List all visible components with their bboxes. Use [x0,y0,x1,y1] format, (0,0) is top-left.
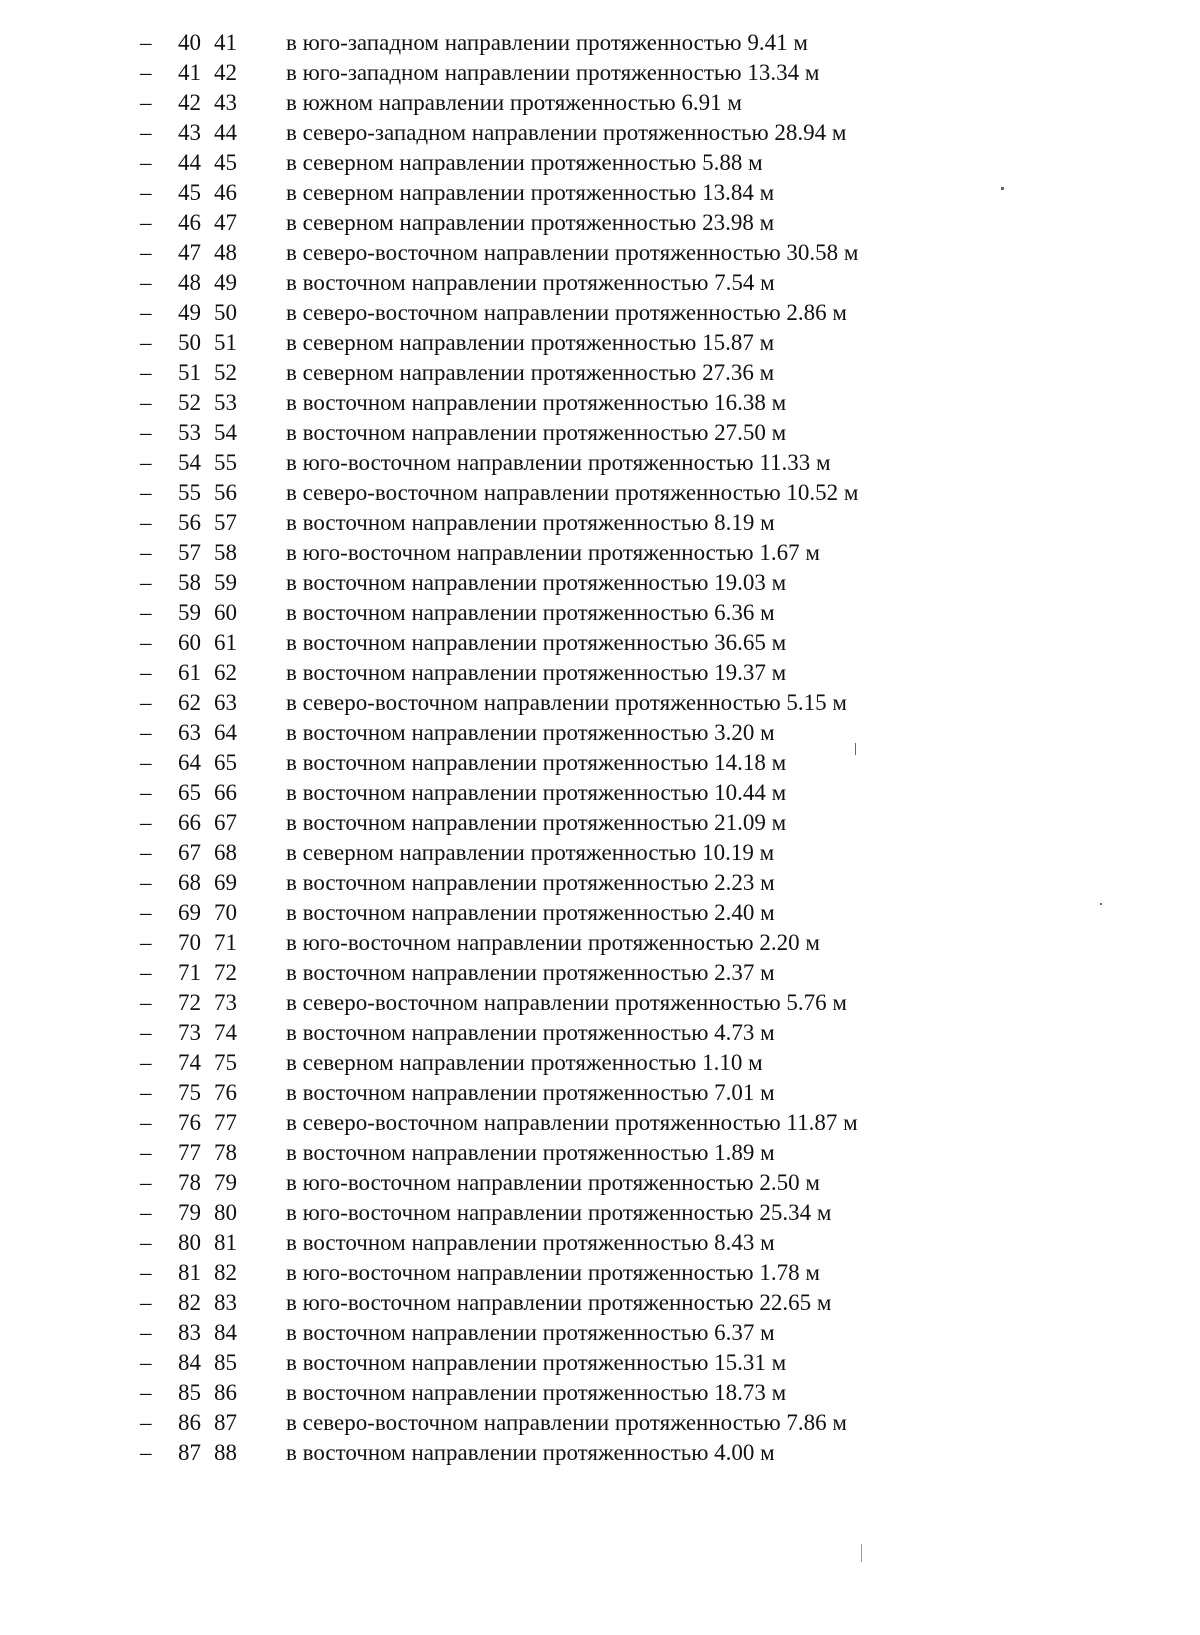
list-dash: – [140,570,152,595]
list-item [0,1408,1200,1438]
list-dash: – [140,30,152,55]
list-dash: – [140,180,152,205]
segment-description: в северо-западном направлении протяженностью 28.94 м [286,120,847,145]
segment-to: 52 [214,360,237,385]
list-dash: – [140,300,152,325]
list-item [0,118,1200,148]
list-item [0,178,1200,208]
list-item [0,358,1200,388]
segment-from: 42 [178,90,201,115]
list-dash: – [140,990,152,1015]
list-dash: – [140,720,152,745]
segment-description: в восточном направлении протяженностью 8.19 м [286,510,775,535]
segment-description: в восточном направлении протяженностью 6.36 м [286,600,775,625]
list-item [0,208,1200,238]
segment-to: 60 [214,600,237,625]
list-dash: – [140,690,152,715]
segment-from: 52 [178,390,201,415]
list-item [0,778,1200,808]
segment-description: в восточном направлении протяженностью 18.73 м [286,1380,787,1405]
list-dash: – [140,510,152,535]
list-dash: – [140,810,152,835]
list-dash: – [140,900,152,925]
segment-description: в северном направлении протяженностью 13.84 м [286,180,775,205]
segment-description: в восточном направлении протяженностью 19.37 м [286,660,787,685]
segment-to: 82 [214,1260,237,1285]
segment-from: 75 [178,1080,201,1105]
segment-description: в восточном направлении протяженностью 27.50 м [286,420,787,445]
list-dash: – [140,330,152,355]
list-item [0,238,1200,268]
list-dash: – [140,270,152,295]
list-dash: – [140,450,152,475]
list-dash: – [140,1440,152,1465]
list-dash: – [140,1050,152,1075]
segment-to: 81 [214,1230,237,1255]
list-dash: – [140,90,152,115]
segment-description: в северном направлении протяженностью 27.36 м [286,360,775,385]
list-item [0,688,1200,718]
segment-from: 44 [178,150,201,175]
scan-speck [1100,903,1102,905]
list-item [0,1078,1200,1108]
segment-from: 59 [178,600,201,625]
list-dash: – [140,480,152,505]
segment-description: в юго-восточном направлении протяженностью 1.67 м [286,540,820,565]
segment-description: в восточном направлении протяженностью 8.43 м [286,1230,775,1255]
segment-from: 58 [178,570,201,595]
segment-description: в южном направлении протяженностью 6.91 м [286,90,742,115]
list-item [0,58,1200,88]
segment-from: 48 [178,270,201,295]
segment-description: в восточном направлении протяженностью 2.37 м [286,960,775,985]
list-item [0,958,1200,988]
segment-list [0,28,1200,1468]
list-dash: – [140,660,152,685]
list-item [0,148,1200,178]
list-dash: – [140,540,152,565]
list-dash: – [140,420,152,445]
segment-description: в восточном направлении протяженностью 14.18 м [286,750,787,775]
segment-from: 46 [178,210,201,235]
list-item [0,448,1200,478]
segment-description: в юго-западном направлении протяженностью 13.34 м [286,60,820,85]
list-item [0,478,1200,508]
list-item [0,838,1200,868]
list-item [0,1318,1200,1348]
list-item [0,1438,1200,1468]
list-item [0,928,1200,958]
segment-description: в северо-восточном направлении протяженностью 11.87 м [286,1110,858,1135]
segment-description: в восточном направлении протяженностью 1.89 м [286,1140,775,1165]
list-dash: – [140,240,152,265]
segment-to: 65 [214,750,237,775]
segment-description: в восточном направлении протяженностью 10.44 м [286,780,787,805]
segment-to: 58 [214,540,237,565]
list-item [0,418,1200,448]
list-item [0,388,1200,418]
segment-description: в юго-восточном направлении протяженностью 11.33 м [286,450,831,475]
segment-from: 56 [178,510,201,535]
segment-to: 74 [214,1020,237,1045]
segment-to: 56 [214,480,237,505]
scan-speck [861,1544,862,1562]
segment-to: 41 [214,30,237,55]
segment-from: 41 [178,60,201,85]
segment-from: 62 [178,690,201,715]
segment-to: 43 [214,90,237,115]
segment-from: 65 [178,780,201,805]
segment-from: 60 [178,630,201,655]
list-dash: – [140,600,152,625]
segment-description: в восточном направлении протяженностью 3.20 м [286,720,775,745]
list-dash: – [140,780,152,805]
list-dash: – [140,840,152,865]
segment-description: в северном направлении протяженностью 15.87 м [286,330,775,355]
list-dash: – [140,630,152,655]
segment-from: 82 [178,1290,201,1315]
segment-description: в северо-восточном направлении протяженностью 5.76 м [286,990,847,1015]
segment-from: 51 [178,360,201,385]
segment-from: 64 [178,750,201,775]
segment-description: в восточном направлении протяженностью 21.09 м [286,810,787,835]
segment-description: в северо-восточном направлении протяженностью 5.15 м [286,690,847,715]
list-dash: – [140,870,152,895]
segment-from: 72 [178,990,201,1015]
list-item [0,1108,1200,1138]
segment-description: в северо-восточном направлении протяженностью 30.58 м [286,240,859,265]
list-item [0,988,1200,1018]
segment-to: 45 [214,150,237,175]
segment-from: 84 [178,1350,201,1375]
segment-to: 47 [214,210,237,235]
list-dash: – [140,1320,152,1345]
list-dash: – [140,1380,152,1405]
segment-from: 74 [178,1050,201,1075]
list-item [0,718,1200,748]
segment-to: 71 [214,930,237,955]
segment-description: в северо-восточном направлении протяженностью 10.52 м [286,480,859,505]
segment-description: в восточном направлении протяженностью 6.37 м [286,1320,775,1345]
segment-from: 70 [178,930,201,955]
list-dash: – [140,960,152,985]
segment-to: 75 [214,1050,237,1075]
segment-to: 78 [214,1140,237,1165]
segment-description: в восточном направлении протяженностью 19.03 м [286,570,787,595]
list-item [0,1378,1200,1408]
segment-to: 67 [214,810,237,835]
segment-description: в юго-западном направлении протяженностью 9.41 м [286,30,808,55]
segment-description: в северо-восточном направлении протяженностью 7.86 м [286,1410,847,1435]
segment-description: в северном направлении протяженностью 1.10 м [286,1050,763,1075]
segment-to: 86 [214,1380,237,1405]
segment-description: в восточном направлении протяженностью 4.00 м [286,1440,775,1465]
list-item [0,868,1200,898]
segment-to: 77 [214,1110,237,1135]
segment-description: в северном направлении протяженностью 10.19 м [286,840,775,865]
list-item [0,28,1200,58]
segment-to: 54 [214,420,237,445]
segment-from: 67 [178,840,201,865]
segment-to: 48 [214,240,237,265]
list-dash: – [140,150,152,175]
segment-description: в восточном направлении протяженностью 2.40 м [286,900,775,925]
list-item [0,1348,1200,1378]
list-dash: – [140,1020,152,1045]
segment-from: 45 [178,180,201,205]
list-item [0,1048,1200,1078]
segment-description: в северном направлении протяженностью 5.88 м [286,150,763,175]
segment-description: в юго-восточном направлении протяженностью 2.50 м [286,1170,820,1195]
segment-from: 66 [178,810,201,835]
segment-from: 57 [178,540,201,565]
list-item [0,748,1200,778]
segment-from: 69 [178,900,201,925]
list-dash: – [140,1200,152,1225]
list-item [0,898,1200,928]
segment-to: 42 [214,60,237,85]
list-item [0,628,1200,658]
list-dash: – [140,60,152,85]
list-item [0,298,1200,328]
segment-from: 85 [178,1380,201,1405]
list-item [0,568,1200,598]
list-item [0,328,1200,358]
list-item [0,1018,1200,1048]
list-dash: – [140,930,152,955]
segment-to: 80 [214,1200,237,1225]
segment-description: в восточном направлении протяженностью 7.01 м [286,1080,775,1105]
list-dash: – [140,1170,152,1195]
segment-from: 78 [178,1170,201,1195]
segment-from: 80 [178,1230,201,1255]
segment-to: 51 [214,330,237,355]
list-item [0,1138,1200,1168]
segment-to: 66 [214,780,237,805]
list-item [0,1168,1200,1198]
segment-to: 63 [214,690,237,715]
list-item [0,508,1200,538]
segment-description: в восточном направлении протяженностью 15.31 м [286,1350,787,1375]
list-item [0,1258,1200,1288]
list-dash: – [140,1110,152,1135]
segment-description: в северном направлении протяженностью 23.98 м [286,210,775,235]
segment-to: 68 [214,840,237,865]
list-dash: – [140,360,152,385]
list-dash: – [140,1140,152,1165]
list-dash: – [140,390,152,415]
segment-to: 64 [214,720,237,745]
segment-to: 79 [214,1170,237,1195]
segment-to: 73 [214,990,237,1015]
segment-to: 49 [214,270,237,295]
segment-to: 72 [214,960,237,985]
segment-description: в северо-восточном направлении протяженностью 2.86 м [286,300,847,325]
segment-to: 46 [214,180,237,205]
segment-description: в восточном направлении протяженностью 16.38 м [286,390,787,415]
list-item [0,88,1200,118]
list-dash: – [140,120,152,145]
segment-from: 61 [178,660,201,685]
segment-from: 47 [178,240,201,265]
segment-from: 83 [178,1320,201,1345]
segment-from: 86 [178,1410,201,1435]
segment-to: 88 [214,1440,237,1465]
list-item [0,1198,1200,1228]
list-dash: – [140,750,152,775]
segment-description: в восточном направлении протяженностью 4.73 м [286,1020,775,1045]
list-item [0,1228,1200,1258]
segment-from: 54 [178,450,201,475]
segment-to: 87 [214,1410,237,1435]
list-dash: – [140,210,152,235]
scan-speck [1001,187,1004,190]
segment-from: 76 [178,1110,201,1135]
segment-to: 61 [214,630,237,655]
segment-from: 53 [178,420,201,445]
segment-to: 57 [214,510,237,535]
segment-description: в юго-восточном направлении протяженностью 2.20 м [286,930,820,955]
segment-from: 43 [178,120,201,145]
segment-to: 76 [214,1080,237,1105]
segment-description: в юго-восточном направлении протяженностью 1.78 м [286,1260,820,1285]
segment-description: в юго-восточном направлении протяженностью 22.65 м [286,1290,832,1315]
segment-description: в юго-восточном направлении протяженностью 25.34 м [286,1200,832,1225]
list-item [0,808,1200,838]
list-dash: – [140,1290,152,1315]
list-dash: – [140,1260,152,1285]
segment-description: в восточном направлении протяженностью 36.65 м [286,630,787,655]
list-item [0,538,1200,568]
list-item [0,1288,1200,1318]
segment-from: 68 [178,870,201,895]
segment-to: 69 [214,870,237,895]
segment-from: 77 [178,1140,201,1165]
segment-to: 83 [214,1290,237,1315]
list-item [0,598,1200,628]
segment-description: в восточном направлении протяженностью 7.54 м [286,270,775,295]
segment-to: 55 [214,450,237,475]
scan-speck [855,743,856,755]
segment-from: 49 [178,300,201,325]
segment-description: в восточном направлении протяженностью 2.23 м [286,870,775,895]
segment-from: 71 [178,960,201,985]
list-dash: – [140,1410,152,1435]
list-dash: – [140,1080,152,1105]
segment-from: 40 [178,30,201,55]
segment-to: 50 [214,300,237,325]
segment-to: 62 [214,660,237,685]
list-item [0,268,1200,298]
segment-from: 63 [178,720,201,745]
segment-from: 73 [178,1020,201,1045]
list-item [0,658,1200,688]
segment-to: 70 [214,900,237,925]
list-dash: – [140,1230,152,1255]
segment-to: 53 [214,390,237,415]
segment-from: 81 [178,1260,201,1285]
segment-from: 50 [178,330,201,355]
segment-from: 55 [178,480,201,505]
list-dash: – [140,1350,152,1375]
segment-to: 84 [214,1320,237,1345]
segment-from: 79 [178,1200,201,1225]
segment-from: 87 [178,1440,201,1465]
segment-to: 85 [214,1350,237,1375]
segment-to: 59 [214,570,237,595]
segment-to: 44 [214,120,237,145]
